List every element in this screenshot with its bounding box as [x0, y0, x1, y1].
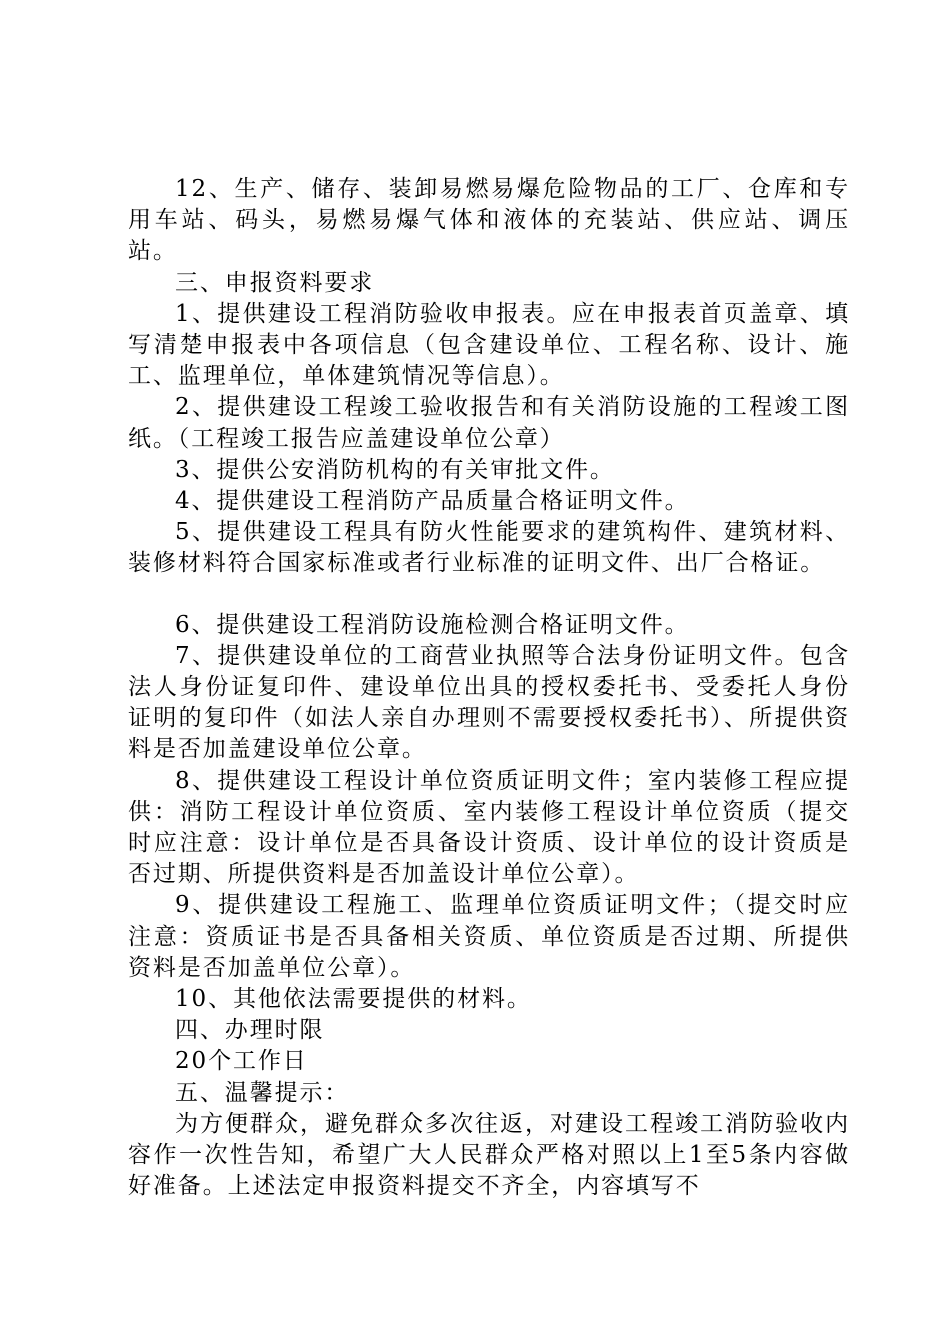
- paragraph-requirement-10: 10、其他依法需要提供的材料。: [175, 986, 532, 1013]
- paragraph-requirement-9: 9、提供建设工程施工、监理单位资质证明文件；（提交时应注意：资质证书是否具备相关资质、单位资质是否过期、所提供资料是否加盖单位公章）。: [128, 892, 850, 981]
- section-heading-requirements: 三、申报资料要求: [175, 269, 375, 296]
- section-heading-tips: 五、温馨提示：: [175, 1079, 350, 1106]
- paragraph-item-12: 12、生产、储存、装卸易燃易爆危险物品的工厂、仓库和专用车站、码头，易燃易爆气体和液体的充装站、供应站、调压站。: [128, 176, 850, 265]
- document-page: [128, 174, 850, 1203]
- section-heading-time-limit: 四、办理时限: [175, 1017, 325, 1044]
- paragraph-requirement-3: 3、提供公安消防机构的有关审批文件。: [175, 456, 615, 483]
- paragraph-requirement-8: 8、提供建设工程设计单位资质证明文件；室内装修工程应提供：消防工程设计单位资质、室内装修工程设计单位资质（提交时应注意：设计单位是否具备设计资质、设计单位的设计资质是否过期、所提供资料是否加盖设计单位公章）。: [128, 767, 850, 888]
- paragraph-requirement-4: 4、提供建设工程消防产品质量合格证明文件。: [175, 488, 690, 515]
- paragraph-tip: 为方便群众，避免群众多次往返，对建设工程竣工消防验收内容作一次性告知，希望广大人民群众严格对照以上1至5条内容做好准备。上述法定申报资料提交不齐全，内容填写不: [128, 1110, 850, 1200]
- paragraph-requirement-2: 2、提供建设工程竣工验收报告和有关消防设施的工程竣工图纸。（工程竣工报告应盖建设单位公章）: [128, 394, 850, 452]
- paragraph-requirement-5: 5、提供建设工程具有防火性能要求的建筑构件、建筑材料、装修材料符合国家标准或者行业标准的证明文件、出厂合格证。: [128, 519, 850, 577]
- paragraph-requirement-6: 6、提供建设工程消防设施检测合格证明文件。: [175, 611, 690, 638]
- paragraph-time-limit: 20个工作日: [175, 1048, 308, 1075]
- paragraph-requirement-7: 7、提供建设单位的工商营业执照等合法身份证明文件。包含法人身份证复印件、建设单位出具的授权委托书、受委托人身份证明的复印件（如法人亲自办理则不需要授权委托书）、所提供资料是否加盖建设单位公章。: [128, 642, 850, 763]
- paragraph-gap: [128, 580, 850, 610]
- paragraph-requirement-1: 1、提供建设工程消防验收申报表。应在申报表首页盖章、填写清楚申报表中各项信息（包含建设单位、工程名称、设计、施工、监理单位，单体建筑情况等信息）。: [128, 300, 850, 390]
